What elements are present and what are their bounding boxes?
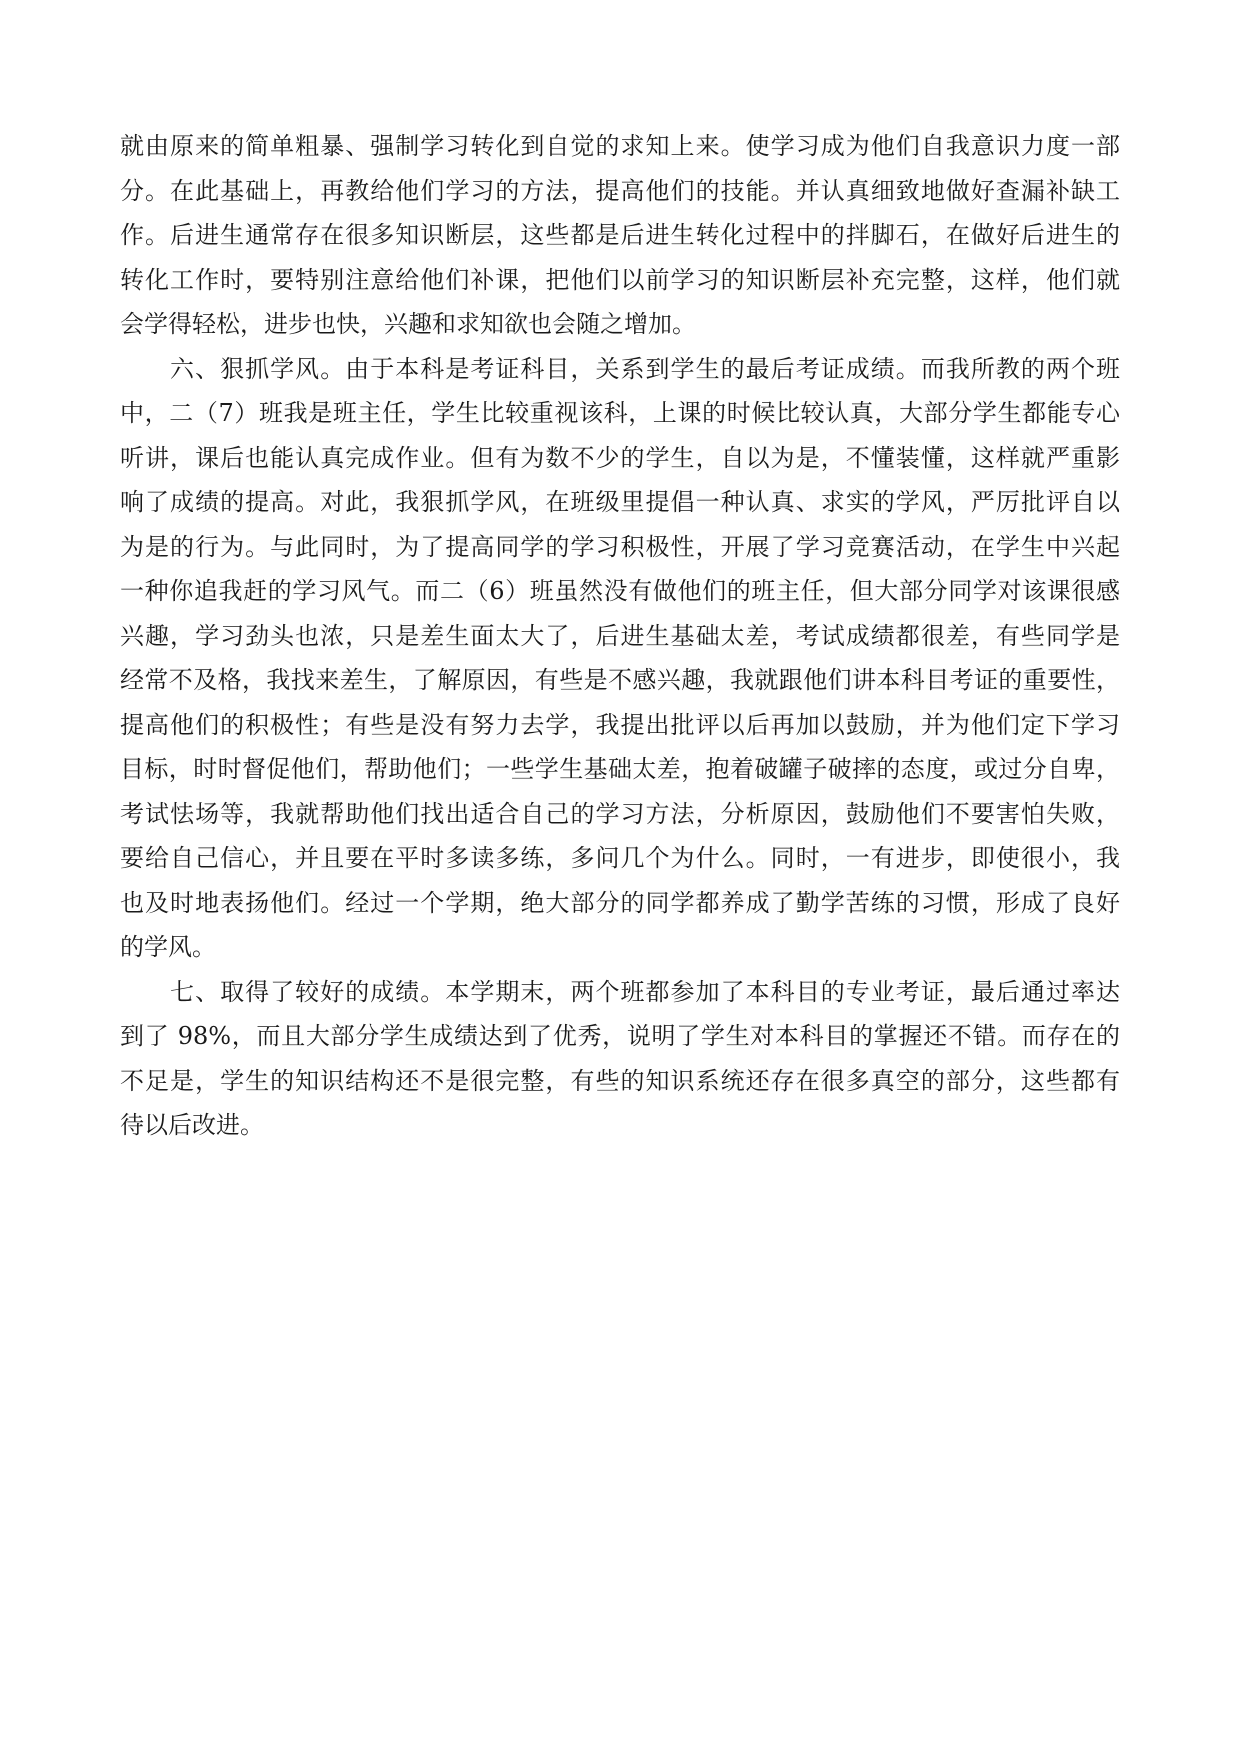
- paragraph-continuation: [120, 124, 1120, 347]
- text-line: 待以后改进。: [120, 1111, 264, 1139]
- text-line: 考试怯场等，我就帮助他们找出适合自己的学习方法，分析原因，鼓励他们不要害怕失败，: [120, 799, 1120, 828]
- text-line: 也及时地表扬他们。经过一个学期，绝大部分的同学都养成了勤学苦练的习惯，形成了良好: [120, 888, 1120, 917]
- text-line: 转化工作时，要特别注意给他们补课，把他们以前学习的知识断层补充完整，这样，他们就: [120, 265, 1120, 294]
- text-line: 中，二（7）班我是班主任，学生比较重视该科，上课的时候比较认真，大部分学生都能专心: [120, 399, 1120, 427]
- paragraph-results: [120, 970, 1120, 1148]
- text-line: 就由原来的简单粗暴、强制学习转化到自觉的求知上来。使学习成为他们自我意识力度一部: [120, 132, 1120, 160]
- text-line: 目标，时时督促他们，帮助他们；一些学生基础太差，抱着破罐子破摔的态度，或过分自卑，: [120, 755, 1120, 783]
- text-line: 分。在此基础上，再教给他们学习的方法，提高他们的技能。并认真细致地做好查漏补缺工: [120, 176, 1120, 205]
- text-line: 到了 98%，而且大部分学生成绩达到了优秀，说明了学生对本科目的掌握还不错。而存在的: [120, 1022, 1120, 1050]
- text-line: 提高他们的积极性；有些是没有努力去学，我提出批评以后再加以鼓励，并为他们定下学习: [120, 710, 1120, 739]
- text-line: 为是的行为。与此同时，为了提高同学的学习积极性，开展了学习竞赛活动，在学生中兴起: [120, 532, 1120, 561]
- text-line: 响了成绩的提高。对此，我狠抓学风，在班级里提倡一种认真、求实的学风，严厉批评自以: [120, 488, 1120, 516]
- text-line: 不足是，学生的知识结构还不是很完整，有些的知识系统还存在很多真空的部分，这些都有: [120, 1066, 1120, 1095]
- text-line: 听讲，课后也能认真完成作业。但有为数不少的学生，自以为是，不懂装懂，这样就严重影: [120, 443, 1120, 472]
- text-line: 要给自己信心，并且要在平时多读多练，多问几个为什么。同时，一有进步，即使很小，我: [120, 844, 1120, 872]
- text-line: 六、狠抓学风。由于本科是考证科目，关系到学生的最后考证成绩。而我所教的两个班: [120, 354, 1120, 383]
- text-line: 七、取得了较好的成绩。本学期末，两个班都参加了本科目的专业考证，最后通过率达: [120, 977, 1120, 1006]
- text-line: 兴趣，学习劲头也浓，只是差生面太大了，后进生基础太差，考试成绩都很差，有些同学是: [120, 621, 1120, 650]
- document-body: [120, 124, 1120, 1148]
- paragraph-study-style: [120, 347, 1120, 970]
- text-line: 的学风。: [120, 933, 216, 961]
- text-line: 作。后进生通常存在很多知识断层，这些都是后进生转化过程中的拌脚石，在做好后进生的: [120, 221, 1120, 249]
- text-line: 会学得轻松，进步也快，兴趣和求知欲也会随之增加。: [120, 310, 696, 338]
- text-line: 一种你追我赶的学习风气。而二（6）班虽然没有做他们的班主任，但大部分同学对该课很感: [120, 577, 1120, 605]
- text-line: 经常不及格，我找来差生，了解原因，有些是不感兴趣，我就跟他们讲本科目考证的重要性，: [120, 666, 1120, 694]
